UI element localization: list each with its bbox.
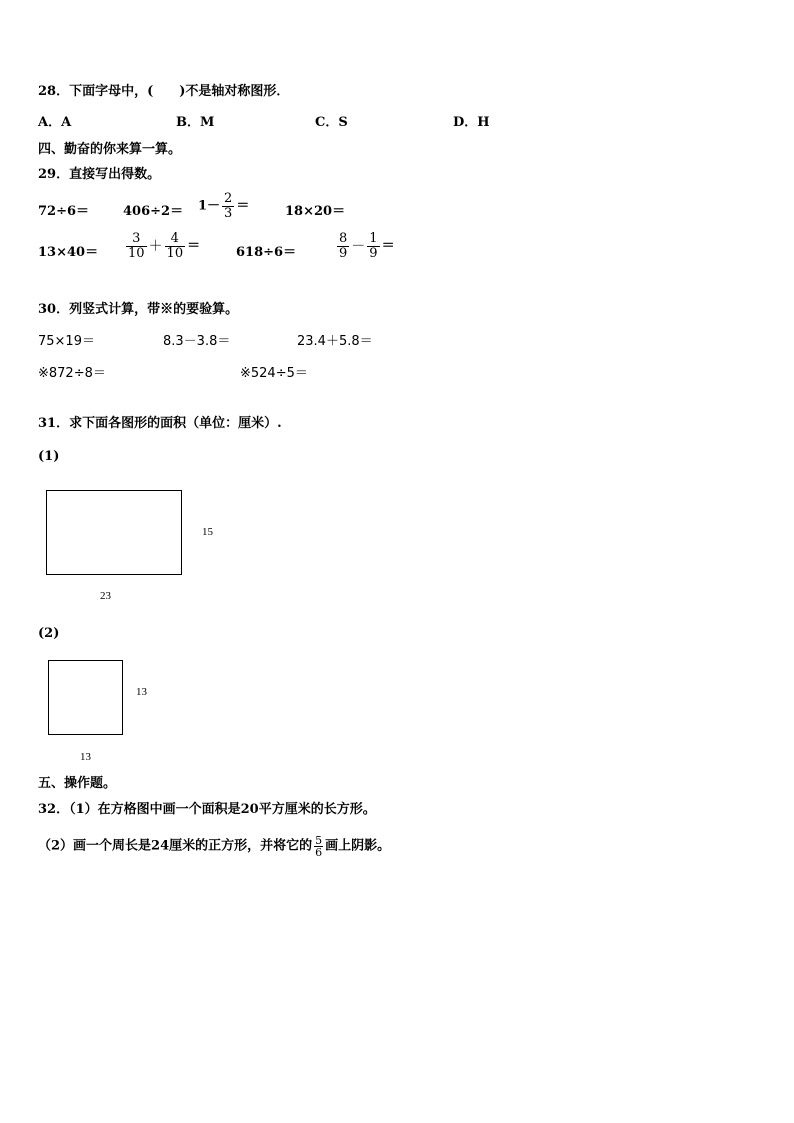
fraction-denominator: 10 xyxy=(166,246,184,261)
square-figure xyxy=(48,660,123,735)
fraction-1-9 xyxy=(367,232,379,261)
fraction-denominator: 10 xyxy=(128,246,145,261)
square-side-label-right: 13 xyxy=(136,686,147,698)
fraction-8-9 xyxy=(337,232,349,261)
q28-stem: 28．下面字母中，( )不是轴对称图形． xyxy=(38,84,290,99)
fraction-numerator: 2 xyxy=(224,191,233,206)
minus-operator: － xyxy=(351,238,366,255)
q30-item-2: 8.3－3.8＝ xyxy=(163,334,231,349)
fraction-numerator: 8 xyxy=(339,231,348,246)
section-5-heading: 五、操作题。 xyxy=(38,776,117,791)
q30-item-5: ※524÷5＝ xyxy=(240,366,308,381)
q29-r1-d: 18×20＝ xyxy=(285,204,346,219)
fraction-denominator: 9 xyxy=(369,246,378,261)
fraction-denominator: 9 xyxy=(339,246,348,261)
section-4-heading: 四、勤奋的你来算一算。 xyxy=(38,142,182,157)
fraction-numerator: 5 xyxy=(315,834,323,847)
q32-part2-text-pre: （2）画一个周长是24厘米的正方形，并将它的 xyxy=(38,838,313,854)
q29-r2-d xyxy=(335,232,395,261)
equals-sign: ＝ xyxy=(381,238,395,254)
rectangle-width-label: 23 xyxy=(100,590,111,602)
fraction-5-6 xyxy=(314,835,323,858)
fraction-numerator: 4 xyxy=(170,231,179,246)
q28-option-d: D．H xyxy=(453,115,490,130)
fraction-denominator: 6 xyxy=(315,846,323,859)
q29-r2-b xyxy=(124,232,200,261)
q29-r1-c xyxy=(198,192,249,221)
q32-part2 xyxy=(38,835,390,858)
q29-title: 29．直接写出得数。 xyxy=(38,167,161,182)
rectangle-height-label: 15 xyxy=(202,526,213,538)
q32-part1: 32．（1）在方格图中画一个面积是20平方厘米的长方形。 xyxy=(38,802,376,817)
q30-item-3: 23.4＋5.8＝ xyxy=(297,334,373,349)
q29-r1-c-post: ＝ xyxy=(236,198,250,214)
q28-option-b: B．M xyxy=(176,115,215,130)
q29-r1-c-pre: 1－ xyxy=(198,198,221,214)
q29-r2-c: 618÷6＝ xyxy=(236,245,297,260)
equals-sign: ＝ xyxy=(187,238,201,254)
rectangle-figure xyxy=(46,490,182,575)
q32-part2-text-post: 画上阴影。 xyxy=(325,838,391,854)
q31-title: 31．求下面各图形的面积（单位：厘米）. xyxy=(38,416,282,431)
plus-operator: ＋ xyxy=(148,238,163,255)
fraction-4-10 xyxy=(165,232,186,261)
fraction-denominator: 3 xyxy=(224,206,233,221)
q29-r2-a: 13×40＝ xyxy=(38,245,99,260)
q29-r1-a: 72÷6＝ xyxy=(38,204,90,219)
q29-r1-c-fraction xyxy=(222,192,234,221)
q31-fig2-label: (2) xyxy=(38,626,60,641)
q31-fig1-label: (1) xyxy=(38,449,60,464)
q30-title: 30．列竖式计算，带※的要验算。 xyxy=(38,302,239,317)
q28-option-a: A．A xyxy=(38,115,72,130)
q30-item-1: 75×19＝ xyxy=(38,334,95,349)
q29-r1-b: 406÷2＝ xyxy=(123,204,184,219)
q28-option-c: C．S xyxy=(315,115,348,130)
fraction-numerator: 3 xyxy=(132,231,141,246)
fraction-numerator: 1 xyxy=(369,231,378,246)
fraction-3-10 xyxy=(126,232,147,261)
q30-item-4: ※872÷8＝ xyxy=(38,366,106,381)
square-side-label-bottom: 13 xyxy=(80,751,91,763)
